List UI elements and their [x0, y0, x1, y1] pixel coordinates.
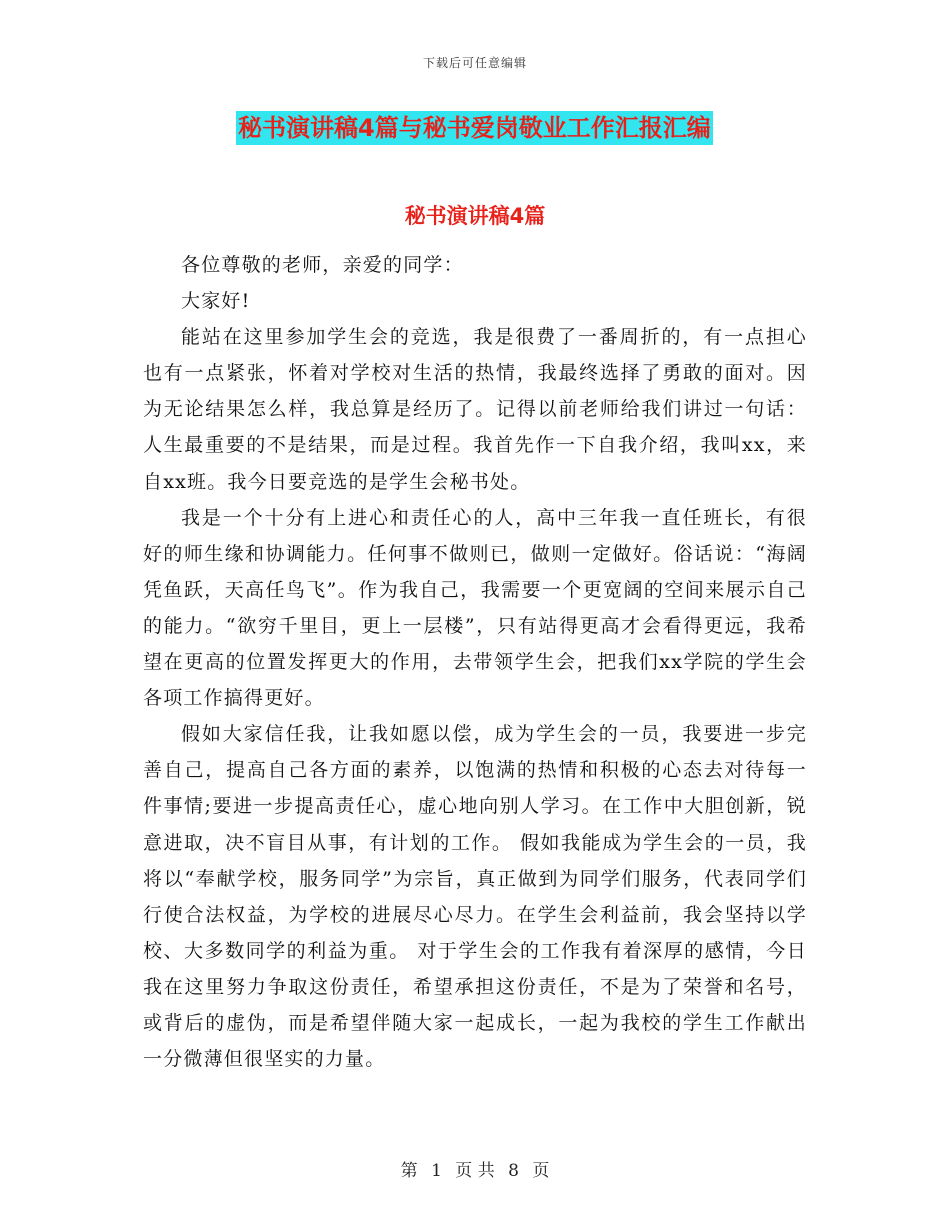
- paragraph-introduction: 能站在这里参加学生会的竞选，我是很费了一番周折的，有一点担心也有一点紧张，怀着对学校对生活的热情，我最终选择了勇敢的面对。因为无论结果怎么样，我总算是经历了。记得以前老师给我们讲过一句话：人生最重要的不是结果，而是过程。我首先作一下自我介绍，我叫xx，来自xx班。我今日要竞选的是学生会秘书处。: [143, 326, 807, 493]
- paragraph-salutation: 各位尊敬的老师，亲爱的同学：: [181, 254, 464, 276]
- header-note: 下载后可任意编辑: [422, 56, 527, 70]
- paragraph-greeting: 大家好!: [181, 290, 251, 313]
- section-title: 秘书演讲稿4篇: [404, 204, 546, 228]
- page-total: 8: [508, 1161, 519, 1181]
- paragraph-commitment: 假如大家信任我，让我如愿以偿，成为学生会的一员，我要进一步完善自己，提高自己各方面的素养，以饱满的热情和积极的心态去对待每一件事情;要进一步提高责任心，虚心地向别人学习。在工作中大胆创新，锐意进取，决不盲目从事，有计划的工作。 假如我能成为学生会的一员，我将以“奉献学校，服务同学”为宗旨，真正做到为同学们服务，代表同学们行使合法权益，为学校的进展尽心尽力。在学生会利益前，我会坚持以学校、大多数同学的利益为重。 对于学生会的工作我有着深厚的感情，今日我在这里努力争取这份责任，希望承担这份责任，不是为了荣誉和名号，或背后的虚伪，而是希望伴随大家一起成长，一起为我校的学生工作献出一分微薄但很坚实的力量。: [143, 723, 807, 1071]
- page-prefix: 第: [400, 1161, 418, 1181]
- paragraph-qualifications: 我是一个十分有上进心和责任心的人，高中三年我一直任班长，有很好的师生缘和协调能力。任何事不做则已，做则一定做好。俗话说：“海阔凭鱼跃，天高任鸟飞”。作为我自己，我需要一个更宽阔的空间来展示自己的能力。“欲穷千里目，更上一层楼”，只有站得更高才会看得更远，我希望在更高的位置发挥更大的作用，去带领学生会，把我们xx学院的学生会各项工作搞得更好。: [143, 506, 807, 710]
- document-main-title: 秘书演讲稿4篇与秘书爱岗敬业工作汇报汇编: [236, 111, 713, 145]
- page-mid: 页 共: [455, 1161, 495, 1181]
- page-suffix: 页: [532, 1161, 550, 1181]
- page-footer: [0, 1156, 950, 1181]
- page-number: 1: [431, 1161, 442, 1181]
- document-body: [143, 247, 807, 1077]
